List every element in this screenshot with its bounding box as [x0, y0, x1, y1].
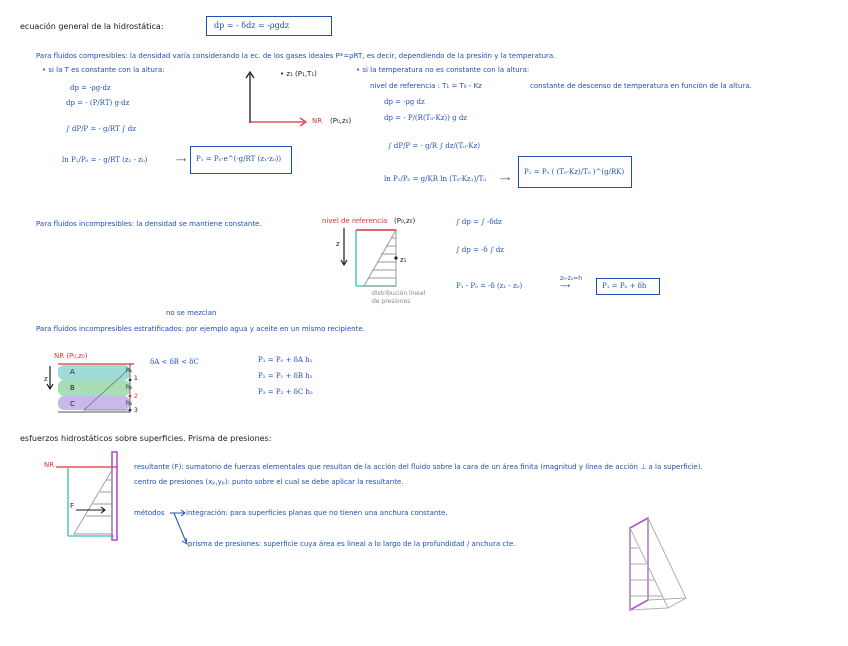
methods-label: métodos: [134, 509, 165, 517]
inc-result: P₁ = P₀ + δh: [602, 282, 647, 290]
axes-point1: • z₁ (P₁,T₁): [280, 70, 317, 78]
constant-temp-title: • si la T es constante con la altura:: [42, 66, 165, 74]
vt-arrow: ⟶: [500, 175, 511, 183]
height-h1: h₁: [126, 367, 133, 374]
inc-z-label: z: [336, 240, 340, 248]
integration-method: integración: para superficies planas que no tienen una anchura constante.: [186, 509, 448, 517]
ref-level-label: nivel de referencia: [322, 217, 388, 225]
point-3: 3: [134, 407, 138, 414]
layer-b: B: [70, 384, 75, 392]
vt-eq3: ∫ dP/P = - g/R ∫ dz/(T₀-Kz): [388, 142, 480, 150]
inc-eq1: ∫ dp = ∫ -δdz: [456, 218, 502, 226]
layer-a: A: [70, 368, 75, 376]
vt-eq2: dp = - P/(R(T₀-Kz)) g dz: [384, 114, 467, 122]
hydrostatic-title: ecuación general de la hidrostática:: [20, 22, 164, 31]
inc-arrow: ⟶: [560, 282, 571, 290]
pressure-prism-sketch: [622, 514, 696, 614]
incompressible-diagram: [334, 224, 424, 296]
force-f-label: F: [70, 502, 75, 510]
axes-point0: (P₀,z₀): [330, 117, 352, 125]
linear-distribution-note: distribución lineal de presiones: [372, 290, 426, 305]
stratified-intro: Para fluidos incompresibles estratificados: por ejemplo agua y aceite en un mismo recipiente.: [36, 325, 365, 333]
ct-eq1: dp = -ρg·dz: [70, 84, 111, 92]
vt-reference-note: constante de descenso de temperatura en función de la altura.: [530, 82, 752, 90]
general-equation: dp = - δdz = -ρgdz: [214, 21, 290, 30]
inc-z1-label: z₁: [400, 256, 407, 264]
variable-temp-title: • si la temperatura no es constante con la altura:: [356, 66, 530, 74]
strat-eq3: P₃ = P₂ + δC h₃: [258, 388, 313, 396]
ct-result: P₁ = P₀·e^(-g/RT (z₁-z₀)): [196, 155, 282, 163]
forces-title: esfuerzos hidrostáticos sobre superficies. Prisma de presiones:: [20, 434, 272, 443]
height-h3: h₃: [126, 400, 133, 407]
strat-z: z: [44, 375, 48, 383]
resultant-definition: resultante (F): sumatorio de fuerzas elementales que resultan de la acción del fluido sobre la cara de un área finita (magnitud y línea de acción ⊥ a la superficie).: [134, 463, 703, 471]
vt-reference: nivel de referencia : T₁ = T₀ - Kz: [370, 82, 482, 90]
vt-eq4: ln P₁/P₀ = g/KR ln (T₀-Kz₁)/T₀: [384, 175, 487, 183]
ct-eq4: ln P₁/P₀ = - g/RT (z₁ - z₀): [62, 156, 148, 164]
strat-eq2: P₂ = P₁ + δB h₂: [258, 372, 313, 380]
vt-result: P₁ = P₀ ( (T₀-Kz)/T₀ )^(g/RK): [524, 168, 625, 176]
point-2: 2: [134, 393, 138, 400]
ct-eq2: dp = - (P/RT) g·dz: [66, 99, 130, 107]
axes-nr: NR: [312, 117, 323, 125]
layer-c: C: [70, 400, 75, 408]
ct-arrow: ⟶: [176, 156, 187, 164]
vt-eq1: dp = -ρg dz: [384, 98, 425, 106]
height-h2: h₂: [126, 384, 133, 391]
pressure-center-definition: centro de presiones (xₚ,yₚ): punto sobre el cual se debe aplicar la resultante.: [134, 478, 404, 486]
point-1: 1: [134, 375, 138, 382]
density-condition: δA < δB < δC: [150, 358, 199, 366]
strat-eq1: P₁ = P₀ + δA h₁: [258, 356, 313, 364]
strat-nr: NR (P₀,z₀): [54, 352, 88, 360]
forces-nr: NR: [44, 461, 55, 469]
inc-arrow-label: z₀-z₁=h: [560, 275, 583, 282]
incompressible-intro: Para fluidos incompresibles: la densidad se mantiene constante.: [36, 220, 262, 228]
inc-eq3: P₁ - P₀ = -δ (z₁ - z₀): [456, 282, 523, 290]
compressible-intro: Para fluidos compresibles: la densidad varía considerando la ec. de los gases ideales P*=ρRT, es decir, dependiendo de la presión y la temperatura.: [36, 52, 556, 60]
ct-eq3: ∫ dP/P = - g/RT ∫ dz: [66, 125, 136, 133]
no-mixing-note: no se mezclan: [166, 309, 217, 317]
ref-level-point: (P₀,z₀): [394, 217, 416, 225]
forces-diagram: [56, 448, 126, 544]
inc-eq2: ∫ dp = -δ ∫ dz: [456, 246, 504, 254]
prism-method: prisma de presiones: superficie cuya área es lineal a lo largo de la profundidad / anchura cte.: [188, 540, 516, 548]
